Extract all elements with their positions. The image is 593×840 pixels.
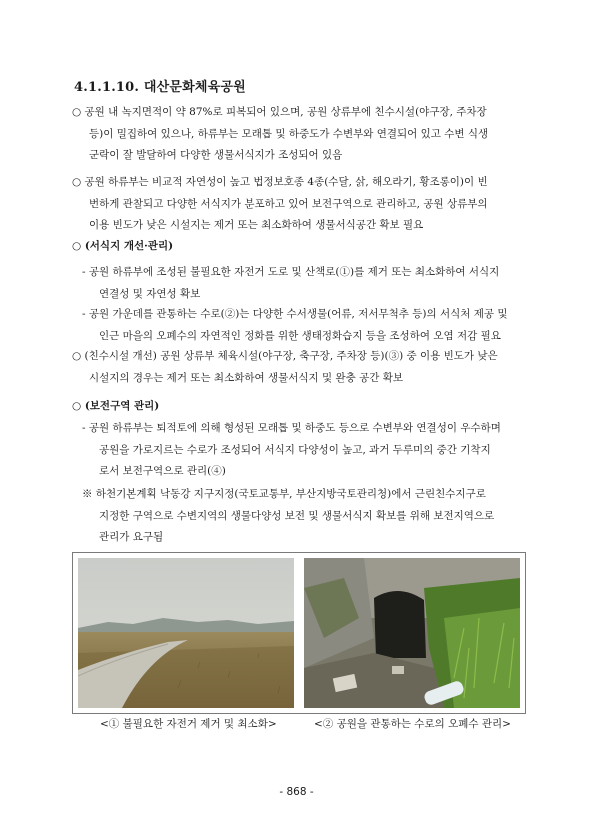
text-line: ○ 공원 하류부는 비교적 자연성이 높고 법정보호종 4종(수달, 삵, 해오라기, 황조롱이)이 빈 (72, 176, 488, 188)
culvert-photo (304, 558, 520, 708)
text-line: ○ 공원 내 녹지면적이 약 87%로 피복되어 있으며, 공원 상류부에 친수시설(야구장, 주차장 (72, 106, 487, 118)
text-line: ○ (서식지 개선·관리) (72, 240, 174, 252)
photo-caption-2: <② 공원을 관통하는 수로의 오폐수 관리> (314, 718, 511, 730)
text-line: - 공원 하류부에 조성된 불필요한 자전거 도로 및 산책로(①)를 제거 또는 최소화하여 서식지 (82, 266, 500, 278)
text-line: 공원을 가로지르는 수로가 조성되어 서식지 다양성이 높고, 과거 두루미의 중간 기착지 (99, 443, 491, 456)
bullet-conservation (82, 418, 542, 483)
text-line: 이용 빈도가 낮은 시설지는 제거 또는 최소화하여 생물서식공간 확보 필요 (89, 219, 424, 231)
text-line: 로서 보전구역으로 관리(④) (99, 465, 226, 477)
paragraph-downstream (72, 172, 532, 237)
bullet-waterway (82, 304, 542, 347)
subheading-conservation (72, 396, 532, 418)
text-line: 연결성 및 자연성 확보 (99, 287, 201, 300)
text-line: 인근 마을의 오폐수의 자연적인 정화를 위한 생태정화습지 등을 조성하여 오염 저감 필요 (99, 329, 501, 342)
page-number: - 868 - (279, 786, 314, 798)
text-line: 시설지의 경우는 제거 또는 최소화하여 생물서식지 및 완충 공간 확보 (89, 371, 404, 384)
text-line: ○ (보전구역 관리) (72, 400, 160, 412)
bullet-bike-path (82, 262, 542, 305)
field-path-photo (78, 558, 294, 708)
text-line: - 공원 가운데를 관통하는 수로(②)는 다양한 수서생물(어류, 저서무척추 등)의 서식처 제공 및 (82, 308, 508, 320)
text-line: ○ (친수시설 개선) 공원 상류부 체육시설(야구장, 축구장, 주차장 등)(③) 중 이용 빈도가 낮은 (72, 350, 498, 362)
text-line: 번하게 관찰되고 다양한 서식지가 분포하고 있어 보전구역으로 관리하고, 공원 상류부의 (89, 197, 488, 210)
text-line: 등)이 밀집하여 있으나, 하류부는 모래톱 및 하중도가 수변부와 연결되어 있고 수변 식생 (89, 127, 489, 140)
section-heading: 4.1.1.10. 대산문화체육공원 (74, 80, 246, 95)
subheading-habitat (72, 236, 532, 258)
text-line: - 공원 하류부는 퇴적토에 의해 형성된 모래톱 및 하중도 등으로 수변부와 연결성이 우수하며 (82, 422, 501, 434)
text-line: 관리가 요구됨 (99, 531, 164, 543)
photo-caption-1: <① 불필요한 자전거 제거 및 최소화> (100, 718, 277, 730)
text-line: 군락이 잘 발달하여 다양한 생물서식지가 조성되어 있음 (89, 149, 343, 161)
paragraph-greenery (72, 102, 532, 167)
text-line: 지정한 구역으로 수변지역의 생물다양성 보전 및 생물서식지 확보를 위해 보전지역으로 (99, 509, 495, 522)
paragraph-facility (72, 346, 532, 389)
text-line: ※ 하천기본계획 낙동강 지구지정(국토교통부, 부산지방국토관리청)에서 근린친수지구로 (82, 488, 486, 500)
note-river-plan (82, 484, 542, 549)
photo-frame (72, 552, 526, 714)
